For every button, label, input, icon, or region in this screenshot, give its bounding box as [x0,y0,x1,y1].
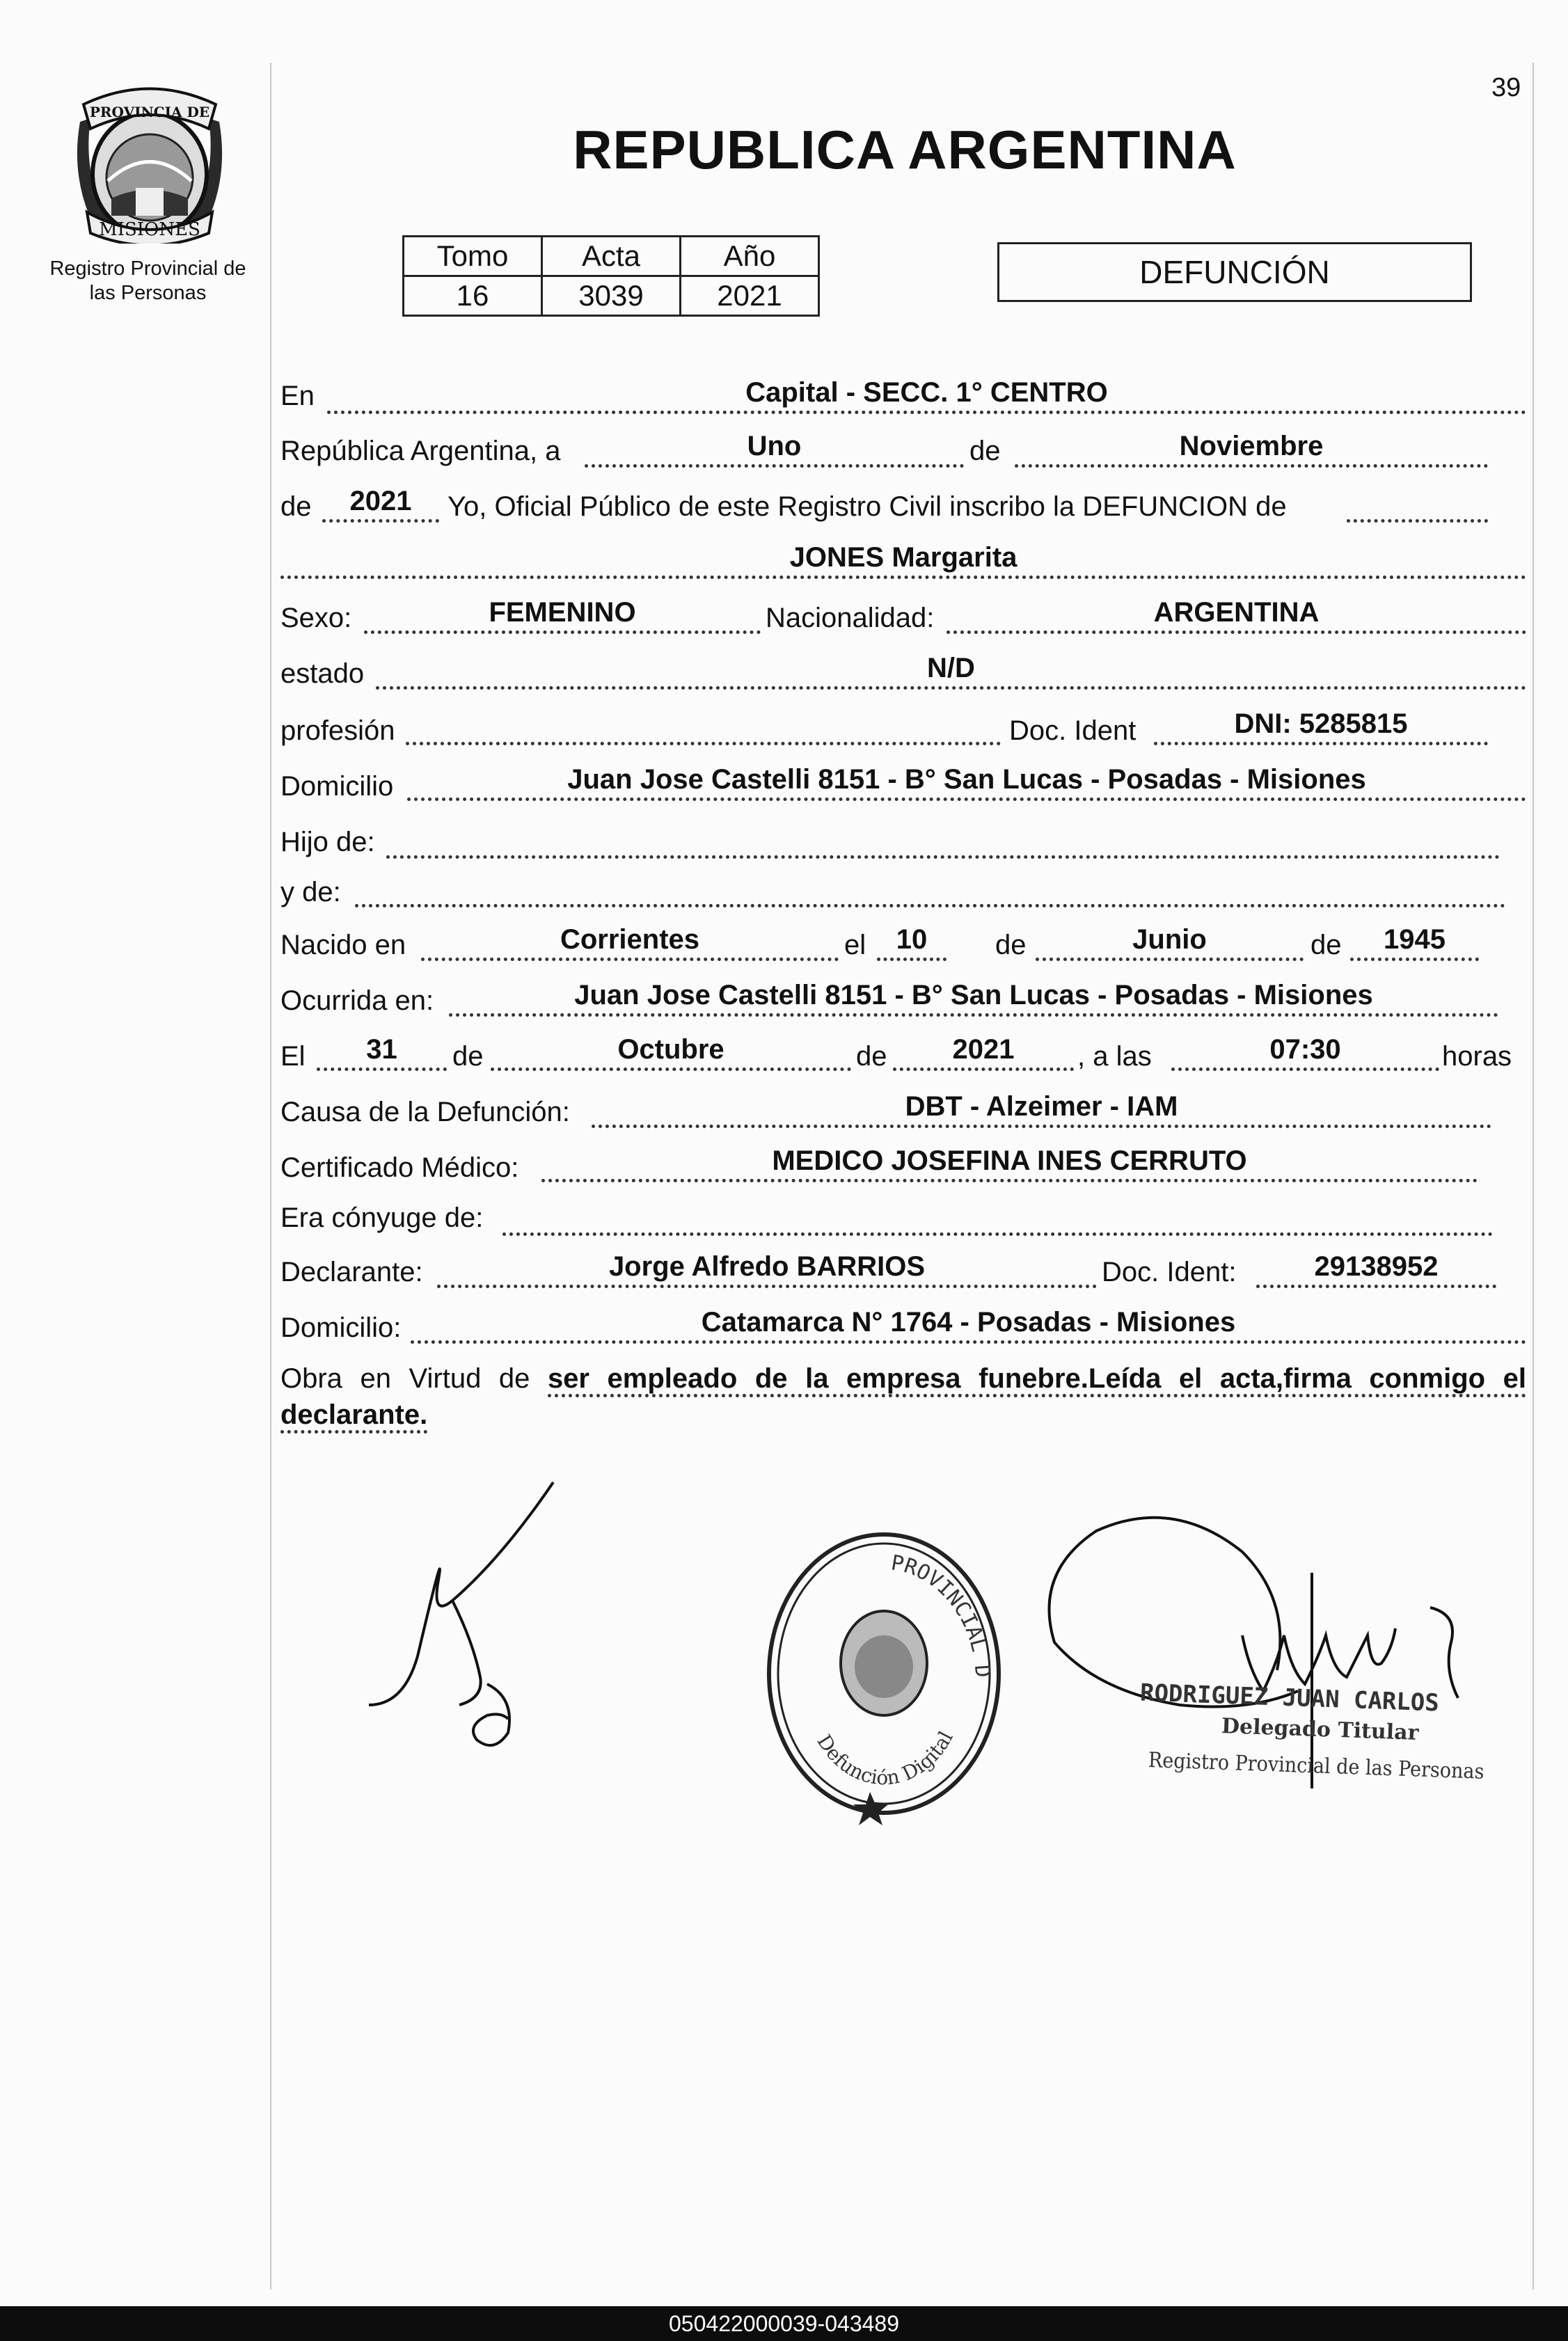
field-causa: DBT - Alzeimer - IAM [592,1093,1491,1128]
statement-text: Yo, Oficial Público de este Registro Civil inscribo la DEFUNCION de [448,491,1287,522]
acta-header: Acta [542,237,681,276]
field-def-anio: 2021 [893,1035,1074,1071]
field-nac-mes: Junio [1036,926,1304,961]
field-declarante-doc: 29138952 [1256,1253,1496,1288]
label-y-de: y de: [280,877,341,907]
label-profesion: profesión [280,715,395,746]
field-certificado: MEDICO JOSEFINA INES CERRUTO [541,1147,1478,1182]
acta-value: 3039 [542,276,681,316]
office-name-line2: las Personas [89,282,207,304]
field-nacido-en: Corrientes [421,926,839,961]
field-nac-anio: 1945 [1350,926,1479,961]
label-causa: Causa de la Defunción: [280,1097,570,1127]
field-nacionalidad: ARGENTINA [947,598,1526,634]
field-declarante: Jorge Alfredo BARRIOS [437,1253,1097,1288]
office-name-line1: Registro Provincial de [49,257,246,280]
page-number: 39 [1491,73,1521,102]
field-hijo-de [386,823,1500,859]
declarant-signature [362,1475,571,1768]
field-nombre-tail [1347,487,1488,523]
label-de-def-anio: de [856,1041,887,1072]
field-profesion [406,710,1001,745]
country-title: REPUBLICA ARGENTINA [573,119,1237,180]
anio-header: Año [681,237,819,276]
right-margin-line [1533,63,1534,2290]
field-def-mes: Octubre [491,1035,851,1071]
field-conyuge [502,1200,1493,1236]
seal-text-bottom: Defunción Digital [812,1727,958,1790]
label-de-nac-anio: de [1310,930,1342,960]
field-obra-texto: ser empleado de la empresa funebre.Leída el acta,firma conmigo el declarante. [280,1363,1526,1434]
left-margin-line [270,63,271,2290]
label-en: En [280,381,315,411]
official-seal [759,1507,1009,1827]
stamp-name: RODRIGUEZ JUAN CARLOS [1139,1679,1440,1717]
province-logo [70,77,230,244]
act-type-box: DEFUNCIÓN [997,242,1472,302]
field-estado: N/D [376,654,1526,690]
label-de-def-mes: de [452,1041,484,1072]
label-declarante: Declarante: [280,1257,423,1287]
label-estado: estado [280,658,365,689]
logo-text-bottom: MISIONES [99,219,200,240]
field-anio: 2021 [322,487,439,523]
label-a-las: , a las [1077,1041,1152,1072]
label-nacido-en: Nacido en [280,930,406,960]
tomo-value: 16 [404,276,542,316]
field-nombre: JONES Margarita [280,543,1526,579]
label-certificado: Certificado Médico: [280,1152,519,1183]
field-sexo: FEMENINO [364,598,761,634]
field-y-de [355,872,1505,907]
label-domicilio: Domicilio [280,771,394,802]
label-domicilio2: Domicilio: [280,1312,402,1343]
stamp-title: Delegado Titular [1221,1714,1419,1745]
obra-paragraph [280,1360,1526,1433]
registry-table [402,235,820,317]
field-dia: Uno [585,432,964,468]
label-doc-ident: Doc. Ident [1009,715,1137,746]
field-nac-dia: 10 [877,926,947,961]
field-def-dia: 31 [317,1035,447,1071]
field-mes: Noviembre [1015,432,1488,468]
field-ocurrida-en: Juan Jose Castelli 8151 - B° San Lucas - Posadas - Misiones [449,981,1498,1017]
seal-text-top: PROVINCIAL D [889,1550,995,1679]
stamp-office: Registro Provincial de las Personas [1148,1748,1484,1784]
field-doc: DNI: 5285815 [1154,710,1488,745]
label-de-mes: de [969,436,1001,466]
field-hora: 07:30 [1171,1035,1439,1071]
label-de-nac-mes: de [995,930,1027,960]
label-horas: horas [1442,1041,1512,1072]
label-conyuge: Era cónyuge de: [280,1203,484,1233]
label-ocurrida-en: Ocurrida en: [280,985,434,1016]
anio-value: 2021 [681,276,819,316]
label-de-anio: de [280,491,312,522]
label-el: el [844,930,866,960]
label-el-cap: El [280,1041,306,1072]
field-declarante-domicilio: Catamarca N° 1764 - Posadas - Misiones [411,1308,1526,1344]
field-domicilio: Juan Jose Castelli 8151 - B° San Lucas - Posadas - Misiones [407,765,1526,801]
footer-code: 050422000039-043489 [0,2306,1568,2341]
label-sexo: Sexo: [280,603,352,633]
label-hijo-de: Hijo de: [280,827,375,857]
field-lugar: Capital - SECC. 1° CENTRO [327,379,1526,414]
label-doc-ident2: Doc. Ident: [1102,1257,1237,1287]
label-nacionalidad: Nacionalidad: [766,603,935,633]
label-obra: Obra en Virtud de [280,1363,530,1394]
logo-text-top: PROVINCIA DE [89,104,210,120]
tomo-header: Tomo [404,237,542,276]
label-republica: República Argentina, a [280,436,561,466]
